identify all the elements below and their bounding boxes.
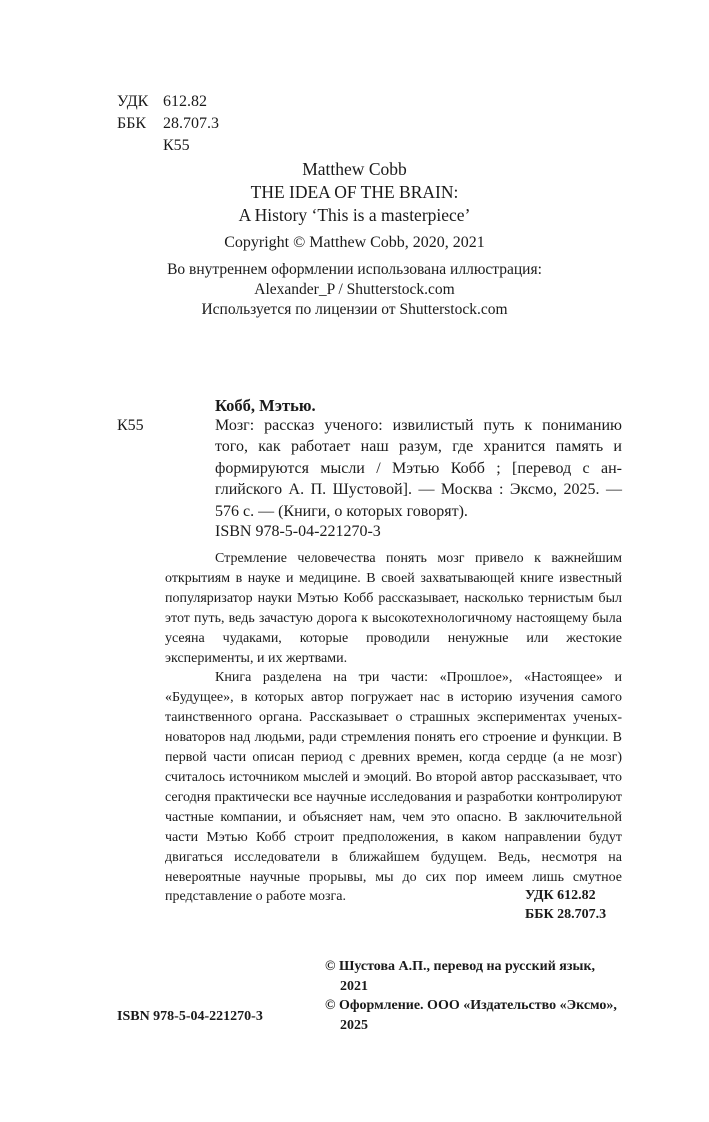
original-title-line1: THE IDEA OF THE BRAIN: [250, 182, 459, 202]
illustration-credit [0, 260, 709, 320]
bbk-bottom: ББК 28.707.3 [525, 907, 607, 922]
bbk-label: ББК [117, 115, 147, 132]
biblio-isbn: ISBN 978-5-04-221270-3 [215, 523, 381, 540]
biblio-mark: К55 [117, 417, 144, 434]
classification-bottom [525, 886, 606, 924]
original-copyright: Copyright © Matthew Cobb, 2020, 2021 [224, 234, 485, 251]
author-mark-row [117, 135, 219, 157]
biblio-description: Мозг: рассказ ученого: извилистый путь к пониманию того, как работает наш разум, где хранится память и формируются мысли / Мэтью Кобб ; [перевод с английского А. П. Шустовой]. — Москва : Эксмо, 2025. — 576 с. — (Книги, о которых говорят). [215, 417, 622, 520]
illustration-line1: Во внутреннем оформлении использована иллюстрация: [167, 261, 542, 278]
illustration-line3: Используется по лицензии от Shutterstock.com [201, 301, 508, 318]
author-mark: К55 [163, 137, 190, 154]
udk-row [117, 91, 219, 113]
original-edition-info [0, 158, 709, 254]
copyright-notices [325, 957, 625, 1035]
annotation-paragraph-2: Книга разделена на три части: «Прошлое», «Настоящее» и «Будущее», в которых автор погружает нас в историю изучения самого таинственного органа. Рассказывает о страшных экспериментах ученых-новаторов над людьми, ради стремления понять его строение и функции. В первой части описан период с древних времен, когда сердце (а не мозг) считалось источником мыслей и эмоций. Во второй автор рассказывает, что сегодня практически все научные исследования и разработки контролируют частные компании, и объясняет нам, чем это опасно. В заключительной части Мэтью Кобб строит предположения, в каком направлении будут двигаться исследователи в ближайшем будущем. Ведь, несмотря на невероятные научные прорывы, мы до сих пор имеем лишь смутное представление о работе мозга. [165, 670, 622, 905]
design-copyright: © Оформление. ООО «Издательство «Эксмо», 2025 [325, 998, 617, 1033]
biblio-author-heading: Кобб, Мэтью. [215, 396, 316, 415]
annotation-paragraph-1: Стремление человечества понять мозг привело к важнейшим открытиям в науке и медицине. В своей захватывающей книге известный популяризатор науки Мэтью Кобб рассказывает, насколько тернистым был этот путь, ведь зачастую дорога к высокотехнологичному настоящему была усеяна чудаками, которые проводили ненужные или жестокие эксперименты, и их жертвами. [165, 551, 622, 666]
bbk-row [117, 113, 219, 135]
udk-bottom: УДК 612.82 [525, 888, 596, 903]
annotation [165, 549, 622, 907]
isbn-bottom: ISBN 978-5-04-221270-3 [117, 1009, 263, 1024]
original-title-line2: A History ‘This is a masterpiece’ [238, 205, 471, 225]
udk-value: 612.82 [163, 93, 207, 110]
bbk-value: 28.707.3 [163, 115, 219, 132]
udk-label: УДК [117, 93, 149, 110]
illustration-line2: Alexander_P / Shutterstock.com [254, 281, 455, 298]
original-author: Matthew Cobb [302, 159, 407, 179]
translation-copyright: © Шустова А.П., перевод на русский язык, 2021 [325, 959, 596, 994]
classification-block [117, 91, 219, 157]
